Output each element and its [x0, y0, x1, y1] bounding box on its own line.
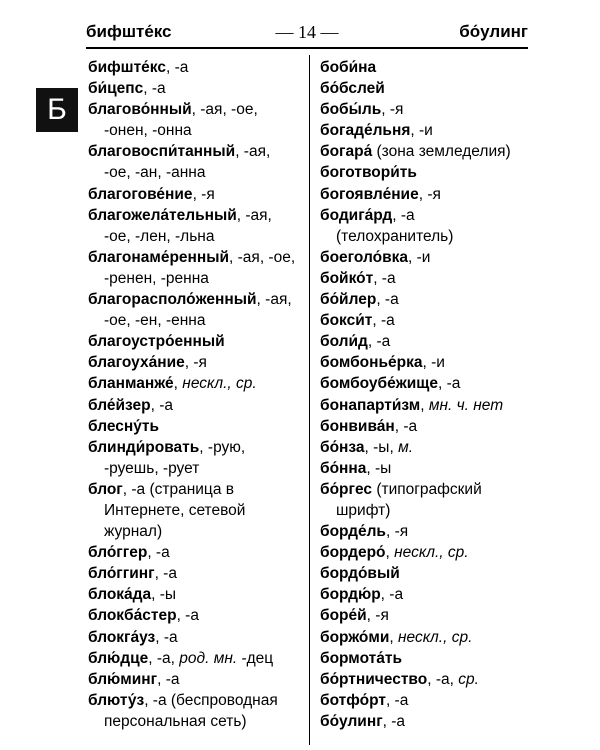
dictionary-entry: [320, 521, 530, 542]
entry-headword: бодига́рд: [320, 206, 393, 224]
entry-forms: , -рую, -руешь, -рует: [104, 438, 246, 477]
entry-headword: бланманже́: [88, 375, 174, 393]
entry-forms: , -ы,: [364, 438, 399, 456]
dictionary-entry: [88, 289, 300, 331]
dictionary-entry: [320, 669, 530, 690]
entry-headword: бормота́ть: [320, 649, 402, 667]
entry-headword: благорасполо́женный: [88, 291, 257, 309]
entry-grammar-note: мн. ч. нет: [428, 396, 504, 414]
dictionary-entry: [88, 352, 300, 373]
entry-forms: , -и: [422, 354, 445, 372]
entry-forms: , -а: [157, 670, 180, 688]
entry-headword: бойко́т: [320, 269, 374, 287]
dictionary-entry: [320, 205, 530, 247]
entry-headword: борде́ль: [320, 523, 386, 541]
entry-headword: бордо́вый: [320, 565, 400, 583]
dictionary-entry: [320, 690, 530, 711]
dictionary-entry: [320, 310, 530, 331]
page-header: [86, 22, 528, 48]
dictionary-entry: [320, 416, 530, 437]
dictionary-entry: [320, 458, 530, 479]
column-divider: [309, 55, 310, 745]
dictionary-entry: [88, 184, 300, 205]
header-first-word: бифште́кс: [86, 22, 172, 41]
entry-headword: бо́нза: [320, 438, 365, 456]
dictionary-entry: [320, 289, 530, 310]
entry-headword: бобы́ль: [320, 101, 382, 119]
dictionary-entry: [320, 711, 530, 732]
entry-forms: , -а: [143, 80, 166, 98]
entry-grammar-note: род. мн.: [179, 649, 238, 667]
entry-forms: , -а: [367, 333, 391, 351]
entry-headword: благовоспи́танный: [88, 143, 236, 161]
dictionary-entry: [320, 120, 530, 141]
dictionary-entry: [88, 141, 300, 183]
dictionary-entry: [88, 247, 300, 289]
entry-headword: боли́д: [320, 333, 368, 351]
dictionary-entry: [88, 99, 300, 141]
entry-forms: , -а: [437, 375, 461, 393]
entry-forms: , -я: [385, 523, 409, 541]
entry-forms: , -я: [418, 185, 441, 203]
entry-forms: , -а: [376, 291, 399, 309]
dictionary-entry: [88, 542, 300, 563]
entry-headword: блог: [88, 480, 123, 498]
entry-forms: , -а (телохранитель): [336, 206, 454, 245]
dictionary-entry: [320, 57, 530, 78]
entry-headword: боготвори́ть: [320, 164, 417, 182]
entry-forms: (зона земледелия): [372, 143, 511, 161]
letter-thumb-tab: Б: [36, 88, 78, 132]
dictionary-entry: [320, 99, 530, 120]
entry-headword: бо́улинг: [320, 712, 383, 730]
entry-forms-tail: -дец: [237, 649, 274, 667]
entry-forms: , -а: [165, 59, 189, 76]
dictionary-entry: [320, 352, 530, 373]
entry-headword: благожела́тельный: [88, 206, 237, 224]
entry-forms: , -я: [184, 354, 207, 372]
dictionary-entry: [88, 584, 300, 605]
entry-headword: бо́йлер: [320, 291, 377, 309]
entry-forms: , -ы: [366, 459, 392, 477]
entry-forms: , -ы: [151, 586, 177, 604]
entry-forms: , -а,: [148, 649, 180, 667]
dictionary-entry: [88, 605, 300, 626]
entry-headword: благово́нный: [88, 101, 192, 119]
dictionary-entry: [88, 437, 300, 479]
entry-forms: , -а: [385, 691, 409, 709]
entry-headword: блокга́уз: [88, 628, 156, 646]
entry-headword: блю́минг: [88, 670, 158, 688]
entry-headword: блока́да: [88, 586, 152, 604]
entry-forms: , -я: [192, 185, 215, 203]
entry-headword: бомбонье́рка: [320, 354, 423, 372]
entry-forms: , -ая, -ое, -онен, -онна: [104, 101, 258, 140]
entry-headword: блесну́ть: [88, 417, 159, 435]
entry-forms: ,: [389, 628, 398, 646]
entry-forms: , -а: [155, 628, 178, 646]
entry-forms: ,: [173, 375, 183, 393]
right-column: [320, 57, 530, 732]
entry-forms: , -а: [394, 417, 418, 435]
entry-forms: , -а (беспроводная персональная сеть): [104, 691, 278, 730]
entry-forms: , -ая, -ое, -лен, -льна: [104, 206, 272, 245]
header-last-word: бо́улинг: [459, 22, 528, 41]
entry-forms: , -ая, -ое, -ренен, -ренна: [104, 248, 296, 287]
dictionary-entry: [88, 373, 300, 394]
entry-headword: боби́на: [320, 59, 377, 76]
dictionary-entry: [320, 331, 530, 352]
entry-headword: бонвива́н: [320, 417, 395, 435]
entry-headword: бо́бслей: [320, 80, 385, 98]
dictionary-entry: [320, 479, 530, 521]
dictionary-entry: [320, 563, 530, 584]
entry-headword: боржо́ми: [320, 628, 390, 646]
entry-forms: , -а: [147, 544, 170, 562]
dictionary-entry: [88, 331, 300, 352]
page-number: — 14 —: [275, 22, 339, 42]
entry-headword: благоустро́енный: [88, 333, 225, 351]
entry-grammar-note: м.: [398, 438, 413, 456]
entry-grammar-note: ср.: [458, 670, 479, 688]
entry-forms: , -а,: [427, 670, 459, 688]
entry-headword: бло́ггер: [88, 544, 148, 562]
dictionary-entry: [320, 162, 530, 183]
entry-grammar-note: нескл., ср.: [182, 375, 257, 393]
entry-headword: блинди́ровать: [88, 438, 200, 456]
entry-forms: , -я: [381, 101, 404, 119]
dictionary-entry: [320, 184, 530, 205]
entry-headword: богаде́льня: [320, 122, 411, 140]
dictionary-entry: [88, 563, 300, 584]
dictionary-entry: [88, 648, 300, 669]
entry-forms: , -а: [154, 565, 177, 583]
entry-headword: бордеро́: [320, 544, 386, 562]
dictionary-entry: [320, 627, 530, 648]
left-column: [88, 57, 300, 732]
entry-forms: , -и: [410, 122, 433, 140]
entry-headword: бле́йзер: [88, 396, 151, 414]
entry-headword: ботфо́рт: [320, 691, 386, 709]
entry-headword: би́цепс: [88, 80, 144, 98]
dictionary-entry: [88, 690, 300, 732]
dictionary-entry: [320, 268, 530, 289]
entry-forms: , -и: [408, 248, 431, 266]
entry-headword: блокба́стер: [88, 607, 177, 625]
dictionary-entry: [320, 141, 530, 162]
entry-forms: , -ая, -ое, -ен, -енна: [104, 291, 292, 330]
entry-headword: бо́ртничество: [320, 670, 428, 688]
entry-headword: блюту́з: [88, 691, 145, 709]
entry-headword: бло́ггинг: [88, 565, 155, 583]
entry-headword: боре́й: [320, 607, 367, 625]
entry-forms: ,: [420, 396, 429, 414]
header-rule: [86, 47, 528, 49]
dictionary-entry: [88, 669, 300, 690]
entry-forms: , -я: [366, 607, 389, 625]
entry-headword: бо́ргес: [320, 480, 373, 498]
entry-grammar-note: нескл., ср.: [394, 544, 469, 562]
entry-headword: богоявле́ние: [320, 185, 419, 203]
entry-forms: , -а (страница в Интернете, сетевой журнал): [104, 480, 246, 541]
entry-grammar-note: нескл., ср.: [398, 628, 473, 646]
dictionary-entry: [88, 205, 300, 247]
dictionary-entry: [88, 395, 300, 416]
dictionary-entry: [88, 78, 300, 99]
entry-headword: боеголо́вка: [320, 248, 409, 266]
entry-headword: бордю́р: [320, 586, 381, 604]
dictionary-entry: [88, 479, 300, 542]
entry-headword: бомбоубе́жище: [320, 375, 438, 393]
entry-forms: , -а: [382, 712, 406, 730]
entry-forms: , -а: [380, 586, 404, 604]
entry-headword: блю́дце: [88, 649, 149, 667]
entry-forms: (типографский шрифт): [336, 480, 482, 519]
dictionary-entry: [88, 416, 300, 437]
entry-forms: , -а: [372, 312, 395, 330]
entry-headword: благоуха́ние: [88, 354, 185, 372]
entry-forms: , -а: [176, 607, 199, 625]
dictionary-entry: [320, 247, 530, 268]
dictionary-entry: [320, 395, 530, 416]
entry-forms: , -а: [150, 396, 173, 414]
dictionary-entry: [88, 57, 300, 78]
entry-forms: , -а: [373, 269, 396, 287]
entry-headword: благогове́ние: [88, 185, 193, 203]
dictionary-entry: [320, 648, 530, 669]
dictionary-entry: [320, 78, 530, 99]
entry-headword: бо́нна: [320, 459, 367, 477]
entry-headword: богара́: [320, 143, 373, 161]
entry-headword: бифште́кс: [88, 59, 166, 76]
dictionary-entry: [88, 627, 300, 648]
dictionary-entry: [320, 584, 530, 605]
entry-forms: ,: [385, 544, 395, 562]
dictionary-entry: [320, 373, 530, 394]
entry-headword: благонаме́ренный: [88, 248, 230, 266]
dictionary-entry: [320, 605, 530, 626]
entry-headword: бонапарти́зм: [320, 396, 421, 414]
entry-headword: бокси́т: [320, 312, 373, 330]
entry-forms: , -ая, -ое, -ан, -анна: [104, 143, 271, 182]
dictionary-entry: [320, 437, 530, 458]
dictionary-entry: [320, 542, 530, 563]
